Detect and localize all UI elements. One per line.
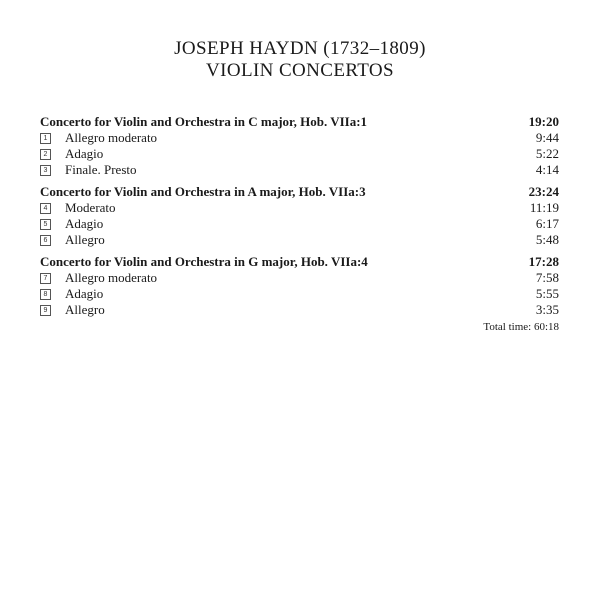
track-time: 9:44 [535, 130, 559, 145]
track-title: Allegro [65, 232, 105, 247]
track-time: 5:55 [535, 286, 559, 301]
track-title: Adagio [65, 146, 104, 161]
work-duration: 19:20 [528, 114, 559, 129]
track-number-box: 8 [40, 289, 51, 300]
track-row [40, 216, 559, 232]
track-number-box: 7 [40, 273, 51, 284]
work-header [40, 114, 559, 130]
work-2 [40, 184, 559, 248]
track-row [40, 232, 559, 248]
work-header [40, 254, 559, 270]
track-title: Moderato [65, 200, 116, 215]
track-time: 4:14 [535, 162, 559, 177]
track-number-box: 9 [40, 305, 51, 316]
track-row [40, 200, 559, 216]
track-row [40, 130, 559, 146]
track-title: Allegro [65, 302, 105, 317]
track-title: Allegro moderato [65, 130, 158, 145]
tracklist [40, 114, 559, 334]
track-number-box: 6 [40, 235, 51, 246]
track-number-box: 4 [40, 203, 51, 214]
work-title: Concerto for Violin and Orchestra in A major, Hob. VIIa:3 [40, 184, 366, 199]
track-row [40, 162, 559, 178]
track-row [40, 286, 559, 302]
album-title: VIOLIN CONCERTOS [205, 60, 395, 81]
track-number-box: 5 [40, 219, 51, 230]
work-title: Concerto for Violin and Orchestra in C major, Hob. VIIa:1 [40, 114, 368, 129]
track-time: 5:48 [535, 232, 559, 247]
composer-heading: JOSEPH HAYDN (1732–1809) [174, 38, 426, 59]
total-time: Total time: 60:18 [483, 321, 559, 333]
track-time: 7:58 [535, 270, 559, 285]
work-duration: 23:24 [528, 184, 559, 199]
work-header [40, 184, 559, 200]
track-row [40, 302, 559, 318]
work-duration: 17:28 [528, 254, 559, 269]
track-number-box: 1 [40, 133, 51, 144]
track-number-box: 3 [40, 165, 51, 176]
track-time: 6:17 [535, 216, 559, 231]
track-title: Adagio [65, 286, 104, 301]
track-number-box: 2 [40, 149, 51, 160]
track-row [40, 270, 559, 286]
work-3 [40, 254, 559, 318]
track-time: 11:19 [529, 200, 559, 215]
header [0, 38, 600, 82]
track-title: Finale. Presto [65, 162, 137, 177]
track-title: Adagio [65, 216, 104, 231]
track-time: 5:22 [535, 146, 559, 161]
track-title: Allegro moderato [65, 270, 158, 285]
work-1 [40, 114, 559, 178]
track-row [40, 146, 559, 162]
track-time: 3:35 [535, 302, 559, 317]
work-title: Concerto for Violin and Orchestra in G major, Hob. VIIa:4 [40, 254, 368, 269]
